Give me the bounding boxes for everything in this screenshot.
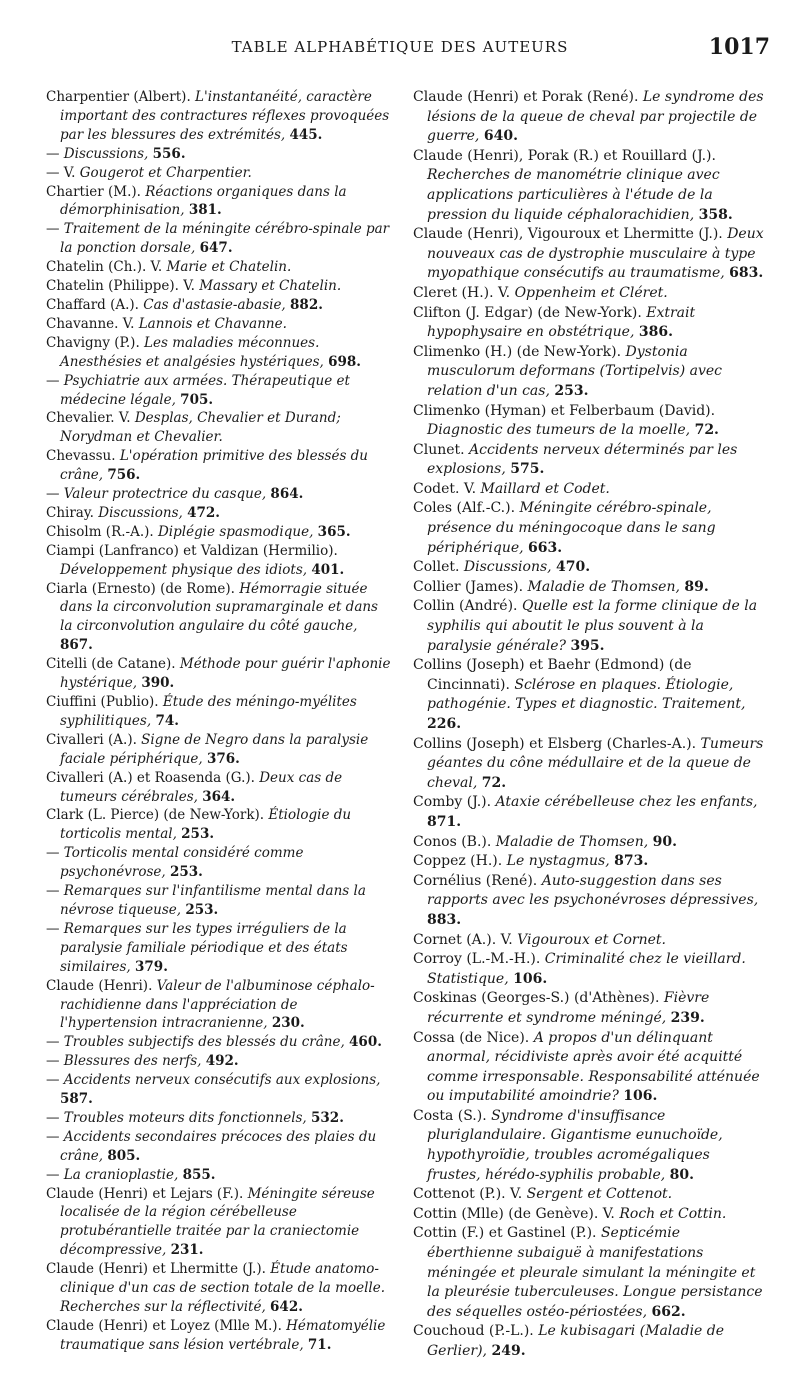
entry-page: 705.	[180, 391, 214, 408]
index-entry	[413, 499, 765, 558]
entry-title: Signe de Negro dans la paralysie faciale périphérique,	[60, 731, 369, 767]
entry-page: 364.	[202, 788, 236, 805]
entry-page: 231.	[170, 1242, 204, 1259]
entry-author: —	[46, 1128, 64, 1145]
entry-author: Couchoud (P.-L.).	[413, 1323, 539, 1340]
entry-author: Ciuffini (Publio).	[46, 694, 163, 710]
entry-author: Claude (Henri) et Lejars (F.).	[46, 1185, 248, 1202]
entry-title: Quelle est la forme clinique de la syphilis qui aboutit le plus souvent à la paralysie générale?	[427, 598, 758, 654]
entry-page: 71.	[307, 1336, 332, 1353]
entry-title: Troubles moteurs dits fonctionnels,	[63, 1109, 312, 1126]
entry-author: Comby (J.).	[413, 794, 496, 811]
index-entry	[413, 833, 765, 853]
entry-author: Costa (S.).	[413, 1107, 492, 1124]
index-entry	[46, 1109, 391, 1128]
index-entry	[46, 1317, 391, 1355]
entry-page: 873.	[614, 853, 649, 870]
entry-title: Oppenheim et Cléret.	[514, 284, 668, 301]
entry-page: 395.	[570, 637, 605, 654]
index-entry	[413, 578, 765, 598]
entry-title: Psychiatrie aux armées. Thérapeutique et médecine légale,	[60, 372, 350, 408]
entry-page: 663.	[528, 539, 563, 556]
index-entry	[46, 409, 391, 447]
entry-page: 460.	[349, 1034, 382, 1051]
index-entry	[413, 147, 765, 225]
entry-title: Traitement de la méningite cérébro-spinale par la ponction dorsale,	[60, 221, 390, 257]
entry-author: Climenko (Hyman) et Felberbaum (David).	[413, 402, 716, 419]
entry-author: Coskinas (Georges-S.) (d'Athènes).	[413, 990, 664, 1007]
index-entry	[46, 523, 391, 542]
entry-title: Recherches de manométrie clinique avec applications particulières à l'étude de la pression du liquide céphalorachidien,	[427, 167, 720, 223]
entry-author: Chevalier. V.	[46, 410, 135, 427]
entry-author: Chatelin (Philippe). V.	[46, 278, 200, 295]
entry-title: Torticolis mental considéré comme psychonévrose,	[60, 845, 304, 881]
entry-title: Deux cas de tumeurs cérébrales,	[60, 769, 343, 805]
entry-title: Syndrome d'insuffisance pluriglandulaire. Gigantisme eunuchoïde, hypothyroïdie, troubles acromégaliques frustes, hérédo-syphilis probable,	[427, 1107, 723, 1183]
entry-page: 882.	[290, 296, 323, 313]
entry-page: 376.	[206, 750, 240, 767]
entry-title: Criminalité chez le vieillard. Statistique,	[427, 951, 746, 987]
entry-title: A propos d'un délinquant anormal, récidiviste après avoir été acquitté comme irresponsable. Responsabilité atténuée ou imputabilité amoindrie?	[427, 1029, 760, 1105]
entry-page: 587.	[60, 1091, 93, 1108]
index-entry	[46, 296, 391, 315]
entry-page: 756.	[107, 467, 141, 484]
index-entry	[46, 164, 391, 183]
index-entry	[46, 88, 391, 145]
index-entry	[46, 693, 391, 731]
index-entry	[46, 882, 391, 920]
right-column	[413, 88, 765, 1362]
index-entry	[413, 1107, 765, 1185]
entry-page: 647.	[199, 240, 233, 257]
entry-author: Chiray.	[46, 504, 99, 521]
entry-page: 253.	[185, 901, 219, 918]
entry-author: Cossa (de Nice).	[413, 1029, 534, 1046]
entry-author: Cleret (H.). V.	[413, 284, 515, 301]
entry-title: Discussions,	[98, 504, 188, 521]
index-entry	[413, 1185, 765, 1205]
entry-author: Chartier (M.).	[46, 183, 146, 200]
entry-title: Diplégie spasmodique,	[157, 523, 318, 540]
running-title: TABLE ALPHABÉTIQUE DES AUTEURS	[231, 38, 569, 56]
index-entry	[46, 334, 391, 372]
entry-author: —	[46, 1034, 64, 1051]
index-entry	[46, 806, 391, 844]
entry-author: Collin (André).	[413, 598, 522, 615]
left-column	[46, 88, 391, 1355]
entry-page: 226.	[427, 716, 462, 732]
entry-page: 640.	[483, 128, 518, 145]
index-entry	[46, 920, 391, 977]
entry-page: 871.	[427, 813, 462, 830]
entry-author: Civalleri (A.) et Roasenda (G.).	[46, 769, 260, 786]
index-entry	[46, 145, 391, 164]
entry-author: —	[46, 920, 64, 937]
entry-title: Discussions,	[63, 145, 153, 162]
entry-page: 470.	[556, 559, 591, 576]
index-entry	[46, 1166, 391, 1185]
entry-title: Remarques sur les types irréguliers de la paralysie familiale périodique et des états similaires,	[60, 920, 348, 975]
entry-page: 358.	[698, 206, 733, 223]
index-entry	[46, 1128, 391, 1166]
entry-title: Sergent et Cottenot.	[526, 1186, 673, 1203]
index-entry	[46, 1071, 391, 1109]
index-entry	[413, 656, 765, 734]
entry-page: 390.	[141, 675, 175, 692]
index-entry	[46, 977, 391, 1034]
entry-title: Maillard et Codet.	[480, 480, 610, 497]
entry-author: —	[46, 883, 64, 900]
entry-author: Collins (Joseph) et Baehr (Edmond) (de Cincinnati).	[413, 657, 692, 693]
index-entry	[413, 1224, 765, 1322]
entry-author: —	[46, 372, 64, 389]
index-entry	[46, 258, 391, 277]
entry-title: Hémorragie située dans la circonvolution supramarginale et dans la circonvolution angulaire du côté gauche,	[60, 580, 378, 635]
entry-title: Remarques sur l'infantilisme mental dans la névrose tiqueuse,	[60, 883, 366, 918]
entry-title: Auto-suggestion dans ses rapports avec les psychonévroses dépressives,	[427, 872, 759, 909]
entry-title: Développement physique des idiots,	[60, 561, 312, 578]
entry-author: Clifton (J. Edgar) (de New-York).	[413, 304, 647, 321]
entry-author: —	[46, 1109, 64, 1126]
index-entry	[46, 769, 391, 807]
entry-page: 556.	[152, 145, 186, 162]
entry-title: Roch et Cottin.	[619, 1205, 727, 1222]
entry-title: Vigouroux et Cornet.	[517, 931, 666, 948]
entry-author: Cornet (A.). V.	[413, 931, 518, 948]
index-entry	[46, 580, 391, 656]
entry-author: —	[46, 221, 64, 238]
index-entry	[413, 852, 765, 872]
entry-author: Claude (Henri), Vigouroux et Lhermitte (J.).	[413, 226, 728, 243]
index-entry	[46, 485, 391, 504]
entry-author: Clunet.	[413, 441, 470, 458]
entry-author: Collins (Joseph) et Elsberg (Charles-A.).	[413, 735, 701, 752]
entry-title: Dystonia musculorum deformans (Tortipelvis) avec relation d'un cas,	[427, 343, 723, 399]
index-entry	[413, 558, 765, 578]
entry-author: Civalleri (A.).	[46, 731, 142, 748]
entry-title: L'instantanéité, caractère important des contractures réflexes provoquées par les blessures des extrémités,	[60, 89, 390, 143]
entry-author: —	[46, 1072, 64, 1089]
index-entry	[46, 542, 391, 580]
entry-title: Tumeurs géantes du cône médullaire et de la queue de cheval,	[427, 735, 764, 791]
index-entry	[413, 88, 765, 147]
entry-author: Chaffard (A.).	[46, 296, 144, 313]
entry-author: Chavanne. V.	[46, 315, 139, 332]
entry-title: Deux nouveaux cas de dystrophie musculaire à type myopathique consécutifs au traumatisme,	[427, 226, 764, 282]
index-entry	[413, 735, 765, 794]
index-entry	[46, 277, 391, 296]
entry-page: 683.	[729, 265, 764, 282]
index-entry	[413, 225, 765, 284]
entry-author: Climenko (H.) (de New-York).	[413, 343, 626, 360]
index-entry	[46, 447, 391, 485]
entry-author: Cottenot (P.). V.	[413, 1186, 527, 1203]
entry-author: Ciarla (Ernesto) (de Rome).	[46, 580, 240, 597]
entry-page: 532.	[311, 1109, 344, 1126]
index-entry	[46, 315, 391, 334]
entry-title: Maladie de Thomsen,	[495, 833, 653, 850]
entry-page: 805.	[107, 1147, 141, 1164]
entry-author: Cottin (Mlle) (de Genève). V.	[413, 1205, 620, 1222]
entry-title: Lannois et Chavanne.	[138, 315, 287, 332]
entry-author: Conos (B.).	[413, 833, 496, 850]
entry-title: Méningite cérébro-spinale, présence du méningocoque dans le sang périphérique,	[427, 500, 716, 556]
entry-page: 855.	[182, 1166, 216, 1183]
entry-title: Hématomyélie traumatique sans lésion vertébrale,	[60, 1317, 386, 1353]
entry-title: Étude des méningo-myélites syphilitiques,	[60, 694, 357, 729]
entry-author: Cottin (F.) et Gastinel (P.).	[413, 1225, 601, 1242]
index-entry	[413, 793, 765, 832]
entry-title: Les maladies méconnues. Anesthésies et analgésies hystériques,	[60, 334, 329, 370]
entry-title: Le kubisagari (Maladie de Gerlier),	[427, 1323, 725, 1359]
entry-author: Clark (L. Pierce) (de New-York).	[46, 807, 269, 824]
entry-page: 381.	[188, 202, 222, 219]
entry-author: Claude (Henri) et Porak (René).	[413, 89, 643, 105]
entry-author: Corroy (L.-M.-H.).	[413, 951, 545, 968]
index-entry	[413, 284, 765, 304]
entry-title: Maladie de Thomsen,	[527, 578, 685, 595]
index-entry	[413, 597, 765, 656]
index-entry	[46, 504, 391, 523]
entry-title: Accidents nerveux déterminés par les explosions,	[427, 441, 738, 478]
entry-page: 74.	[155, 712, 179, 729]
entry-page: 106.	[513, 970, 548, 987]
index-entry	[413, 931, 765, 951]
entry-title: Fièvre récurrente et syndrome méningé,	[427, 990, 710, 1026]
entry-author: Claude (Henri) et Lhermitte (J.).	[46, 1261, 271, 1278]
entry-page: 253.	[181, 826, 215, 843]
entry-author: Claude (Henri), Porak (R.) et Rouillard (J.).	[413, 147, 716, 164]
entry-author: Collier (James).	[413, 578, 528, 595]
index-entry	[46, 844, 391, 882]
entry-title: Méningite séreuse localisée de la région cérébelleuse protubérantielle traitée par la craniectomie décompressive,	[60, 1185, 375, 1259]
index-entry	[413, 872, 765, 931]
entry-page: 883.	[427, 911, 462, 928]
entry-page: 253.	[554, 382, 589, 399]
index-entry	[46, 1185, 391, 1261]
entry-page: 230.	[271, 1015, 305, 1032]
entry-author: Chavigny (P.).	[46, 334, 145, 351]
entry-page: 239.	[670, 1009, 705, 1026]
entry-author: —	[46, 845, 64, 862]
index-entry	[46, 1052, 391, 1071]
entry-title: Discussions,	[463, 559, 557, 576]
index-entry	[413, 950, 765, 989]
entry-page: 472.	[187, 504, 220, 521]
index-entry	[46, 372, 391, 410]
entry-title: Étiologie du torticolis mental,	[60, 807, 352, 843]
entry-title: Ataxie cérébelleuse chez les enfants,	[495, 794, 758, 811]
entry-page: 445.	[289, 126, 323, 143]
page-header	[0, 34, 800, 74]
entry-title: Septicémie éberthienne subaiguë à manifestations méningée et pleurale simulant la méningite et la pleurésie tuberculeuses. Longue persistance des séquelles ostéo-périostées,	[427, 1225, 763, 1320]
entry-author: Citelli (de Catane).	[46, 656, 180, 673]
entry-title: Massary et Chatelin.	[199, 278, 342, 295]
entry-title: L'opération primitive des blessés du crâne,	[60, 448, 369, 484]
entry-author: Claude (Henri).	[46, 977, 157, 994]
entry-author: —	[46, 486, 64, 503]
entry-title: Blessures des nerfs,	[63, 1053, 206, 1070]
index-entry	[413, 1322, 765, 1361]
index-entry	[46, 220, 391, 258]
entry-author: —	[46, 1053, 64, 1070]
entry-title: Réactions organiques dans la démorphinisation,	[60, 183, 347, 219]
index-entry	[46, 655, 391, 693]
entry-title: Accidents secondaires précoces des plaies du crâne,	[60, 1128, 377, 1164]
index-entry	[46, 731, 391, 769]
entry-page: 662.	[651, 1303, 686, 1320]
entry-page: 698.	[328, 353, 361, 370]
entry-title: Accidents nerveux consécutifs aux explosions,	[63, 1072, 381, 1089]
entry-title: Troubles subjectifs des blessés du crâne,	[63, 1034, 350, 1051]
entry-author: Coles (Alf.-C.).	[413, 500, 520, 517]
index-entry	[413, 402, 765, 441]
index-entry	[46, 1033, 391, 1052]
entry-page: 249.	[491, 1343, 526, 1359]
entry-page: 72.	[694, 422, 719, 439]
index-entry	[413, 304, 765, 343]
entry-author: Claude (Henri) et Loyez (Mlle M.).	[46, 1317, 287, 1334]
entry-author: —	[46, 1166, 64, 1183]
entry-page: 253.	[169, 864, 203, 881]
entry-page: 864.	[270, 486, 304, 503]
entry-title: Le nystagmus,	[506, 853, 615, 870]
index-entry	[413, 343, 765, 402]
entry-title: La cranioplastie,	[63, 1166, 183, 1183]
entry-author: Collet.	[413, 559, 464, 576]
entry-title: Desplas, Chevalier et Durand; Norydman et Chevalier.	[60, 410, 341, 446]
entry-title: Cas d'astasie-abasie,	[143, 296, 291, 313]
entry-page: 401.	[311, 561, 345, 578]
entry-page: 80.	[669, 1166, 694, 1183]
entry-author: — V.	[46, 164, 80, 181]
entry-title: Méthode pour guérir l'aphonie hystérique,	[60, 656, 391, 692]
entry-title: Diagnostic des tumeurs de la moelle,	[427, 422, 695, 439]
entry-author: Coppez (H.).	[413, 853, 507, 870]
index-entry	[413, 480, 765, 500]
entry-page: 72.	[481, 774, 507, 791]
entry-author: Chisolm (R.-A.).	[46, 523, 158, 540]
index-entry	[413, 441, 765, 480]
entry-title: Sclérose en plaques. Étiologie, pathogénie. Types et diagnostic. Traitement,	[427, 676, 746, 713]
entry-page: 575.	[510, 461, 545, 478]
entry-title: Gougerot et Charpentier.	[79, 164, 252, 181]
entry-page: 642.	[270, 1299, 303, 1315]
entry-author: Chatelin (Ch.). V.	[46, 259, 167, 276]
index-entry	[46, 1260, 391, 1317]
index-entry	[413, 989, 765, 1028]
entry-title: Extrait hypophysaire en obstétrique,	[427, 304, 696, 341]
entry-title: Valeur de l'albuminose céphalo-rachidienne dans l'appréciation de l'hypertension intracranienne,	[60, 977, 375, 1032]
entry-page: 365.	[317, 523, 351, 540]
entry-page: 379.	[135, 958, 168, 975]
entry-author: Chevassu.	[46, 448, 120, 465]
index-entry	[413, 1029, 765, 1107]
entry-title: Le syndrome des lésions de la queue de cheval par projectile de guerre,	[427, 89, 764, 145]
entry-author: Codet. V.	[413, 480, 481, 497]
entry-page: 106.	[623, 1088, 658, 1105]
entry-title: Étude anatomo-clinique d'un cas de section totale de la moelle. Recherches sur la réflectivité,	[60, 1261, 385, 1315]
index-entry	[46, 183, 391, 221]
entry-page: 386.	[638, 324, 673, 341]
entry-page: 867.	[60, 637, 93, 654]
index-entry	[413, 1205, 765, 1225]
entry-page: 492.	[205, 1053, 239, 1070]
entry-page: 90.	[652, 833, 677, 850]
entry-title: Marie et Chatelin.	[166, 259, 292, 276]
entry-title: Valeur protectrice du casque,	[63, 486, 271, 503]
entry-author: Ciampi (Lanfranco) et Valdizan (Hermilio).	[46, 542, 338, 559]
page-number: 1017	[708, 34, 770, 60]
entry-author: —	[46, 145, 64, 162]
entry-author: Cornélius (René).	[413, 872, 542, 889]
entry-page: 89.	[684, 578, 709, 595]
entry-author: Charpentier (Albert).	[46, 89, 196, 105]
